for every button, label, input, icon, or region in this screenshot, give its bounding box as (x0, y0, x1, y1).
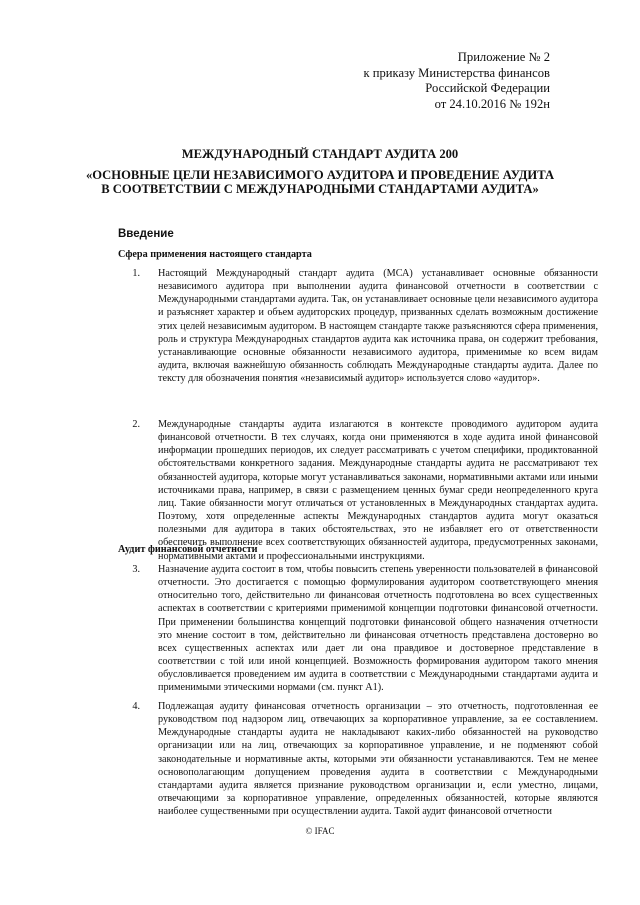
paragraph-text: Подлежащая аудиту финансовая отчетность организации – это отчетность, подготовленная ее руководством под надзором лиц, отвечающих за корпоративное управление, за ее составлением. Международные стандарты аудита не накладывают каких-либо обязанностей на руководство организации или на лиц, отвечающих за корпоративное управление, и не подменяют собой законодательные и нормативные акты, которыми эти обязанности устанавливаются. Тем не менее основополагающим допущением проведения аудита в соответствии с Международными стандартами аудита является признание руководством организации и, если уместно, лицами, отвечающими за корпоративное управление, определенных обязанностей, которые являются наиболее существенными при осуществлении аудита. Такой аудит финансовой отчетности (158, 701, 598, 818)
appendix-reference (290, 50, 550, 112)
paragraph-text: Назначение аудита состоит в том, чтобы повысить степень уверенности пользователей в финансовой отчетности. Это достигается с помощью формулирования аудитором соответствующего мнения относительно того, действительно ли финансовая отчетность подготовлена во всех существенных аспектах в соответствии с критериями применимой концепции подготовки финансовой отчетности. При применении большинства концепций подготовки финансовой общего назначения отчетности это мнение состоит в том, действительно ли финансовая отчетность представлена достоверно во всех существенных аспектах или дает ли она правдивое и достоверное представление в соответствии с той или иной концепцией. Возможность формирования аудитором такого мнения обусловливается проведением им аудита в соответствии с Международными стандартами аудита и применимыми этическими нормами (см. пункт А1). (158, 564, 598, 694)
paragraph-number: 3. (132, 564, 140, 575)
paragraph-text: Международные стандарты аудита излагаются в контексте проводимого аудитором аудита финансовой отчетности. В тех случаях, когда они применяются в ходе аудита иной финансовой информации прошедших периодов, их следует рассматривать с учетом специфики, продиктованной обстоятельствами конкретного задания. Международные стандарты аудита не рассматривают тех обязанностей аудитора, которые могут устанавливаться законами, нормативными актами или иными источниками права, например, в связи с размещением ценных бумаг среди неопределенного круга лиц. Такие обязанности могут отличаться от установленных в Международных стандартах аудита. Поэтому, хотя определенные аспекты Международных стандартов аудита могут оказаться полезными для аудитора в таких обстоятельствах, это не избавляет его от ответственности обеспечить выполнение всех соответствующих обязанностей аудитора, предусмотренных законами, нормативными актами и профессиональными инструкциями. (158, 419, 598, 562)
paragraph-number: 2. (132, 419, 140, 430)
section-heading: Введение (118, 228, 174, 240)
paragraph-text: Настоящий Международный стандарт аудита (МСА) устанавливает основные обязанности независимого аудитора при выполнении аудита финансовой отчетности в соответствии с Международными стандартами аудита. Так, он устанавливает основные цели независимого аудитора и разъясняет характер и объем аудиторских процедур, призванных сделать возможным достижение этих целей независимым аудитором. В настоящем стандарте также разъясняются сфера применения, роль и структура Международных стандартов аудита как источника права, он содержит требования, устанавливающие основные обязанности независимого аудитора, применимые ко всем видам аудита, включая важнейшую обязанность соблюдать Международные стандарты аудита. Далее по тексту для обозначения понятия «независимый аудитор» используется слово «аудитор». (158, 268, 598, 385)
subsection-heading-scope: Сфера применения настоящего стандарта (118, 249, 312, 260)
copyright-footer: © IFAC (305, 826, 335, 836)
document-title (60, 147, 580, 197)
standard-subtitle-line: «ОСНОВНЫЕ ЦЕЛИ НЕЗАВИСИМОГО АУДИТОРА И ПРОВЕДЕНИЕ АУДИТА (85, 167, 555, 182)
paragraph-number: 1. (132, 268, 140, 279)
subsection-heading-audit: Аудит финансовой отчетности (118, 544, 258, 555)
standard-title: МЕЖДУНАРОДНЫЙ СТАНДАРТ АУДИТА 200 (181, 147, 459, 161)
appendix-line: от 24.10.2016 № 192н (434, 96, 550, 111)
appendix-line: к приказу Министерства финансов (363, 65, 550, 80)
appendix-line: Российской Федерации (425, 81, 550, 95)
standard-subtitle-line: В СООТВЕТСТВИИ С МЕЖДУНАРОДНЫМИ СТАНДАРТАМИ АУДИТА» (101, 182, 539, 197)
paragraph-number: 4. (132, 701, 140, 712)
appendix-line: Приложение № 2 (457, 50, 550, 64)
